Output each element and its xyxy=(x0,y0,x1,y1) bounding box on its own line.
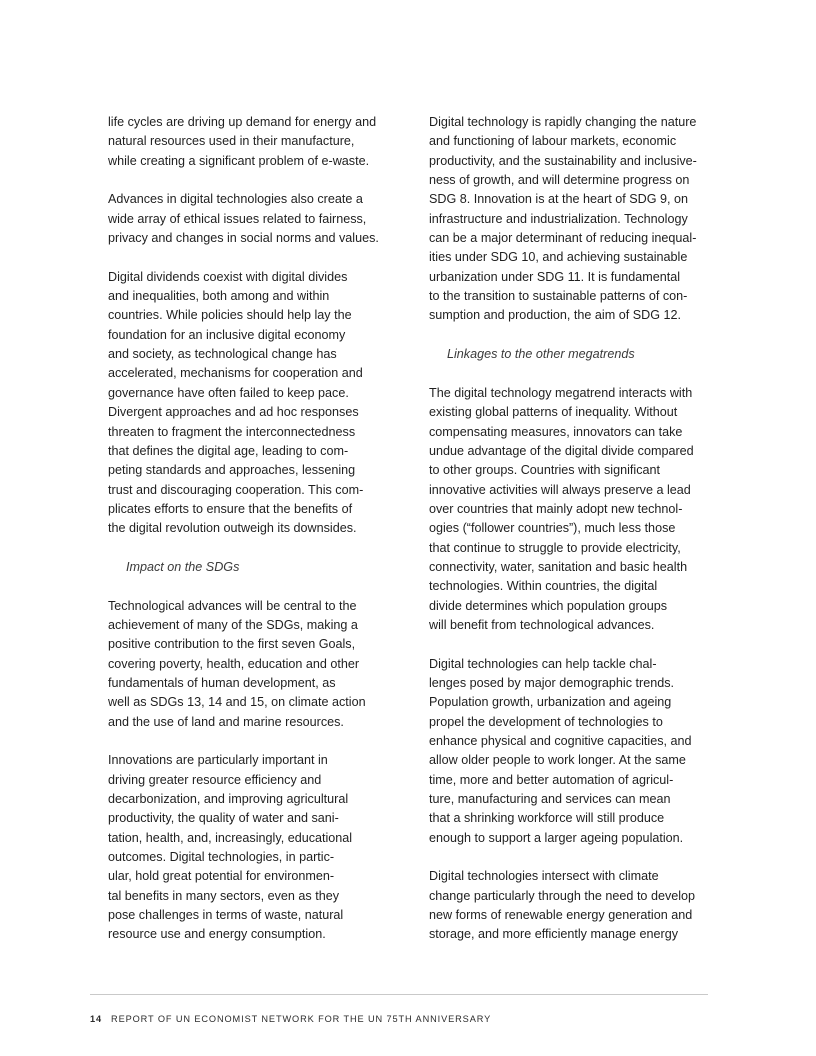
footer-divider xyxy=(90,994,708,995)
text-line: pose challenges in terms of waste, natural xyxy=(108,908,344,923)
text-line: storage, and more efficiently manage energy xyxy=(429,927,678,942)
text-line: productivity, and the sustainability and inclusive- xyxy=(429,153,697,168)
text-line: Digital dividends coexist with digital divides xyxy=(108,269,348,284)
text-line: Digital technology is rapidly changing the nature xyxy=(429,115,697,129)
text-line: Digital technologies intersect with climate xyxy=(429,869,659,884)
text-line: trust and discouraging cooperation. This com- xyxy=(108,482,364,497)
paragraph xyxy=(429,384,721,635)
text-line: connectivity, water, sanitation and basic health xyxy=(429,559,688,574)
section-heading-linkages: Linkages to the other megatrends xyxy=(447,347,635,362)
text-line: foundation for an inclusive digital economy xyxy=(108,327,346,342)
text-line: undue advantage of the digital divide compared xyxy=(429,443,694,458)
text-line: enough to support a larger ageing population. xyxy=(429,830,684,845)
paragraph xyxy=(108,268,398,539)
text-line: resource use and energy consumption. xyxy=(108,927,326,942)
text-line: Advances in digital technologies also create a xyxy=(108,192,363,207)
text-line: existing global patterns of inequality. Without xyxy=(429,405,678,420)
page-footer xyxy=(90,1014,491,1024)
paragraph xyxy=(108,597,398,732)
text-line: well as SDGs 13, 14 and 15, on climate action xyxy=(108,695,366,710)
text-line: and the use of land and marine resources. xyxy=(108,714,344,729)
text-line: accelerated, mechanisms for cooperation and xyxy=(108,366,363,381)
text-line: SDG 8. Innovation is at the heart of SDG 9, on xyxy=(429,192,689,207)
text-line: life cycles are driving up demand for energy and xyxy=(108,115,377,129)
text-line: driving greater resource efficiency and xyxy=(108,772,322,787)
section-heading-impact-sdgs: Impact on the SDGs xyxy=(126,559,240,574)
text-line: and inequalities, both among and within xyxy=(108,289,330,304)
text-line: positive contribution to the first seven Goals, xyxy=(108,637,356,652)
text-line: while creating a significant problem of e-waste. xyxy=(108,153,370,168)
text-line: compensating measures, innovators can take xyxy=(429,424,683,439)
text-line: ture, manufacturing and services can mean xyxy=(429,792,671,807)
text-line: that a shrinking workforce will still produce xyxy=(429,811,665,826)
text-line: tal benefits in many sectors, even as they xyxy=(108,888,340,903)
text-line: peting standards and approaches, lessening xyxy=(108,463,356,478)
text-line: Digital technologies can help tackle chal- xyxy=(429,656,657,671)
text-line: productivity, the quality of water and sani- xyxy=(108,811,339,826)
text-line: achievement of many of the SDGs, making a xyxy=(108,617,358,632)
text-line: decarbonization, and improving agricultural xyxy=(108,792,349,807)
text-line: Population growth, urbanization and ageing xyxy=(429,695,672,710)
report-title: REPORT OF UN ECONOMIST NETWORK FOR THE UN 75TH ANNIVERSARY xyxy=(111,1014,492,1024)
paragraph xyxy=(429,113,721,326)
text-line: covering poverty, health, education and other xyxy=(108,656,360,671)
text-line: technologies. Within countries, the digital xyxy=(429,579,658,594)
paragraph xyxy=(108,751,398,944)
text-line: outcomes. Digital technologies, in partic- xyxy=(108,850,335,865)
left-column xyxy=(108,113,398,964)
text-line: innovative activities will always preserve a lead xyxy=(429,482,691,497)
text-line: change particularly through the need to develop xyxy=(429,888,696,903)
text-line: plicates efforts to ensure that the benefits of xyxy=(108,501,353,516)
text-line: ities under SDG 10, and achieving sustainable xyxy=(429,250,688,265)
text-line: Innovations are particularly important in xyxy=(108,753,328,768)
text-line: time, more and better automation of agricul- xyxy=(429,772,674,787)
paragraph xyxy=(108,190,398,248)
text-line: lenges posed by major demographic trends. xyxy=(429,675,675,690)
text-line: over countries that mainly adopt new technol- xyxy=(429,501,683,516)
paragraph xyxy=(429,655,721,848)
text-line: the digital revolution outweigh its downsides. xyxy=(108,521,357,536)
right-column xyxy=(429,113,721,964)
text-line: The digital technology megatrend interacts with xyxy=(429,385,693,400)
text-line: wide array of ethical issues related to fairness, xyxy=(108,211,367,226)
text-line: tation, health, and, increasingly, educational xyxy=(108,830,353,845)
paragraph xyxy=(429,867,721,944)
text-line: divide determines which population groups xyxy=(429,598,668,613)
text-line: that defines the digital age, leading to com- xyxy=(108,443,349,458)
text-line: privacy and changes in social norms and values. xyxy=(108,231,379,246)
text-line: urbanization under SDG 11. It is fundamental xyxy=(429,269,681,284)
text-line: ness of growth, and will determine progress on xyxy=(429,173,690,188)
text-line: and society, as technological change has xyxy=(108,347,337,362)
text-line: can be a major determinant of reducing inequal- xyxy=(429,231,697,246)
text-line: Divergent approaches and ad hoc responses xyxy=(108,405,359,420)
text-line: propel the development of technologies to xyxy=(429,714,663,729)
paragraph xyxy=(108,113,398,171)
text-line: to other groups. Countries with significant xyxy=(429,463,661,478)
text-line: fundamentals of human development, as xyxy=(108,675,336,690)
text-line: that continue to struggle to provide electricity, xyxy=(429,540,681,555)
text-line: will benefit from technological advances. xyxy=(429,617,655,632)
text-line: infrastructure and industrialization. Technology xyxy=(429,211,688,226)
text-line: threaten to fragment the interconnectedness xyxy=(108,424,356,439)
page-number: 14 xyxy=(90,1014,103,1024)
text-line: and functioning of labour markets, economic xyxy=(429,134,677,149)
text-line: natural resources used in their manufacture, xyxy=(108,134,355,149)
text-line: allow older people to work longer. At the same xyxy=(429,753,686,768)
text-line: to the transition to sustainable patterns of con- xyxy=(429,289,688,304)
text-line: enhance physical and cognitive capacities, and xyxy=(429,734,692,748)
text-line: Technological advances will be central to the xyxy=(108,598,357,613)
text-line: governance have often failed to keep pace. xyxy=(108,385,349,400)
text-line: sumption and production, the aim of SDG 12. xyxy=(429,308,682,323)
text-line: countries. While policies should help lay the xyxy=(108,308,352,323)
text-line: new forms of renewable energy generation and xyxy=(429,908,693,923)
text-line: ogies (“follower countries”), much less those xyxy=(429,521,676,536)
text-line: ular, hold great potential for environmen- xyxy=(108,869,335,884)
